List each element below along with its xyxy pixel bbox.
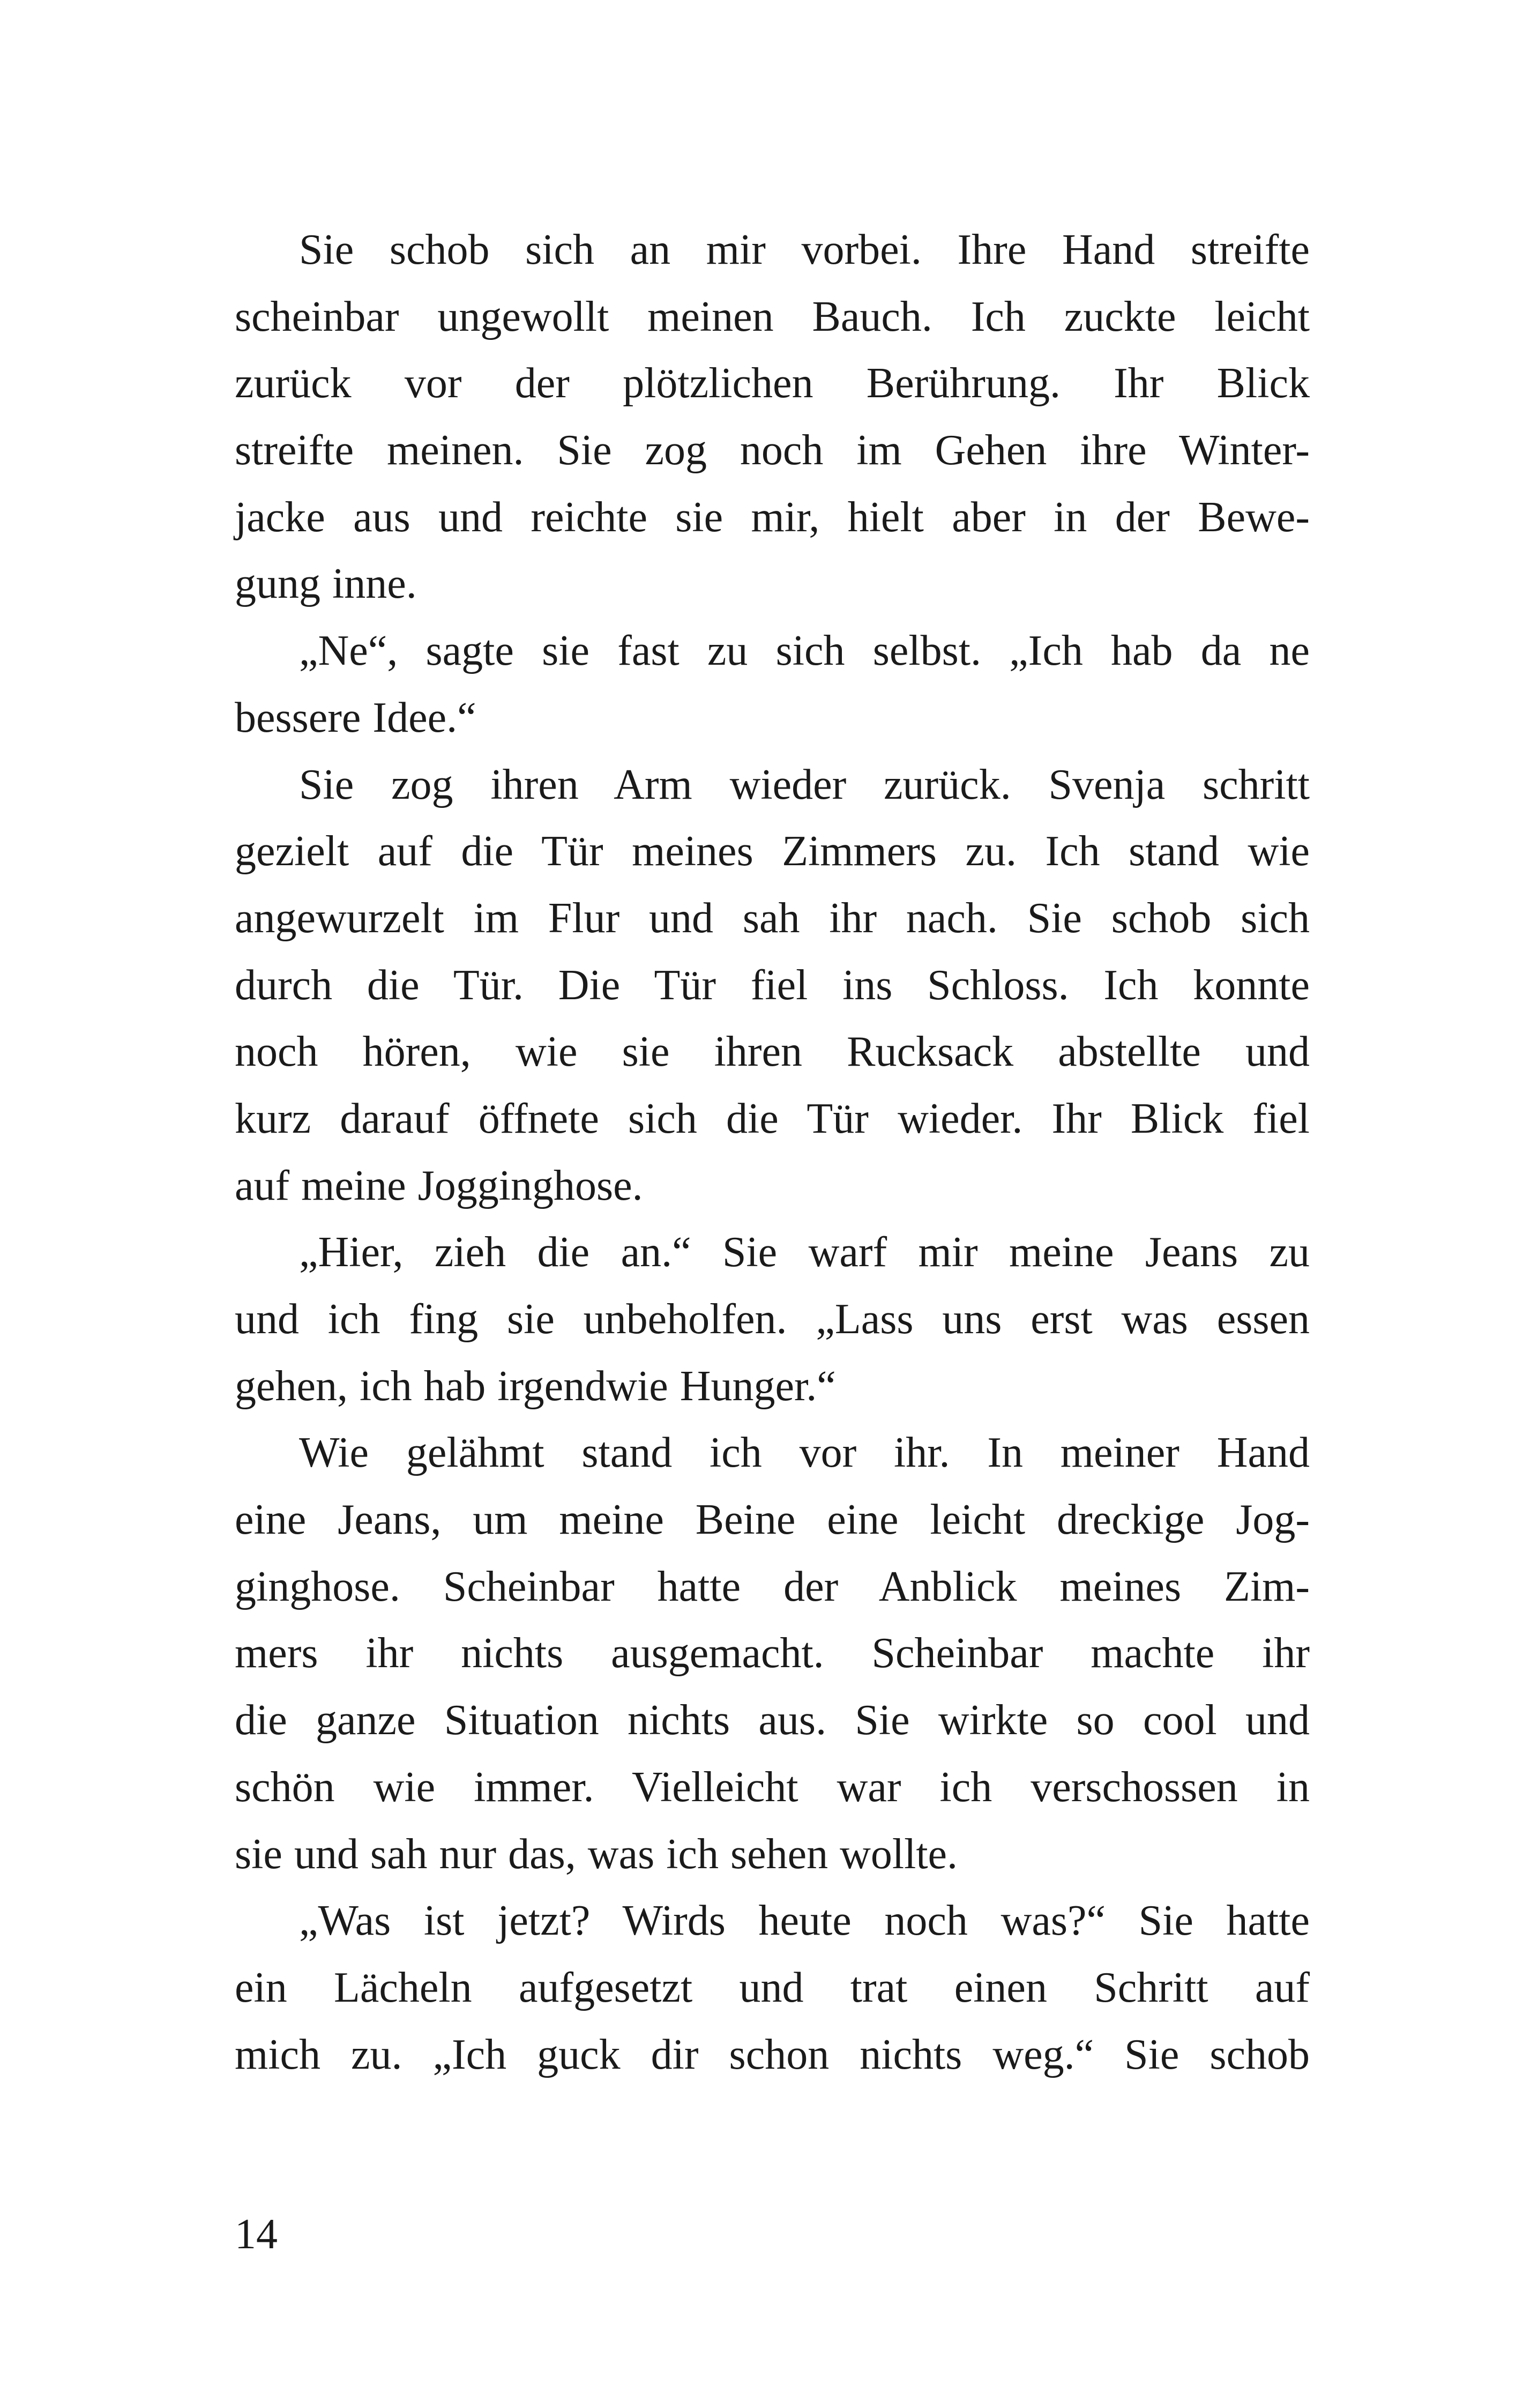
text-line: noch hören, wie sie ihren Rucksack abstellte und — [235, 1028, 1310, 1076]
text-line: scheinbar ungewollt meinen Bauch. Ich zuckte leicht — [235, 293, 1310, 340]
text-line: auf meine Jogginghose. — [235, 1162, 643, 1209]
page-number: 14 — [235, 2211, 278, 2258]
text-line: sie und sah nur das, was ich sehen wollte. — [235, 1830, 958, 1878]
text-line: gehen, ich hab irgendwie Hunger.“ — [235, 1362, 836, 1410]
text-line: ginghose. Scheinbar hatte der Anblick meines Zim- — [235, 1563, 1310, 1610]
text-line: angewurzelt im Flur und sah ihr nach. Sie schob sich — [235, 894, 1310, 942]
text-line: streifte meinen. Sie zog noch im Gehen ihre Winter- — [235, 427, 1310, 474]
body-text — [235, 217, 1310, 2088]
text-line: Sie schob sich an mir vorbei. Ihre Hand streifte — [299, 226, 1310, 273]
text-line: ein Lächeln aufgesetzt und trat einen Schritt auf — [235, 1964, 1310, 2011]
text-line: durch die Tür. Die Tür fiel ins Schloss. Ich konnte — [235, 961, 1310, 1009]
text-line: die ganze Situation nichts aus. Sie wirkte so cool und — [235, 1697, 1310, 1744]
text-line: gung inne. — [235, 560, 417, 608]
text-line: jacke aus und reichte sie mir, hielt aber in der Bewe- — [235, 493, 1310, 541]
text-line: mich zu. „Ich guck dir schon nichts weg.“ Sie schob — [235, 2031, 1310, 2078]
text-line: „Hier, zieh die an.“ Sie warf mir meine Jeans zu — [299, 1229, 1310, 1276]
text-line: „Ne“, sagte sie fast zu sich selbst. „Ich hab da ne — [299, 627, 1310, 675]
text-line: zurück vor der plötzlichen Berührung. Ihr Blick — [235, 360, 1310, 407]
text-line: bessere Idee.“ — [235, 694, 476, 741]
text-line: gezielt auf die Tür meines Zimmers zu. Ich stand wie — [235, 828, 1310, 875]
text-line: Sie zog ihren Arm wieder zurück. Svenja schritt — [299, 761, 1310, 808]
text-line: eine Jeans, um meine Beine eine leicht dreckige Jog- — [235, 1496, 1310, 1544]
text-line: mers ihr nichts ausgemacht. Scheinbar machte ihr — [235, 1630, 1310, 1677]
text-line: und ich fing sie unbeholfen. „Lass uns erst was essen — [235, 1296, 1310, 1343]
text-line: „Was ist jetzt? Wirds heute noch was?“ Sie hatte — [299, 1897, 1310, 1945]
text-line: Wie gelähmt stand ich vor ihr. In meiner Hand — [299, 1429, 1310, 1477]
text-line: kurz darauf öffnete sich die Tür wieder. Ihr Blick fiel — [235, 1095, 1310, 1142]
text-line: schön wie immer. Vielleicht war ich verschossen in — [235, 1763, 1310, 1811]
